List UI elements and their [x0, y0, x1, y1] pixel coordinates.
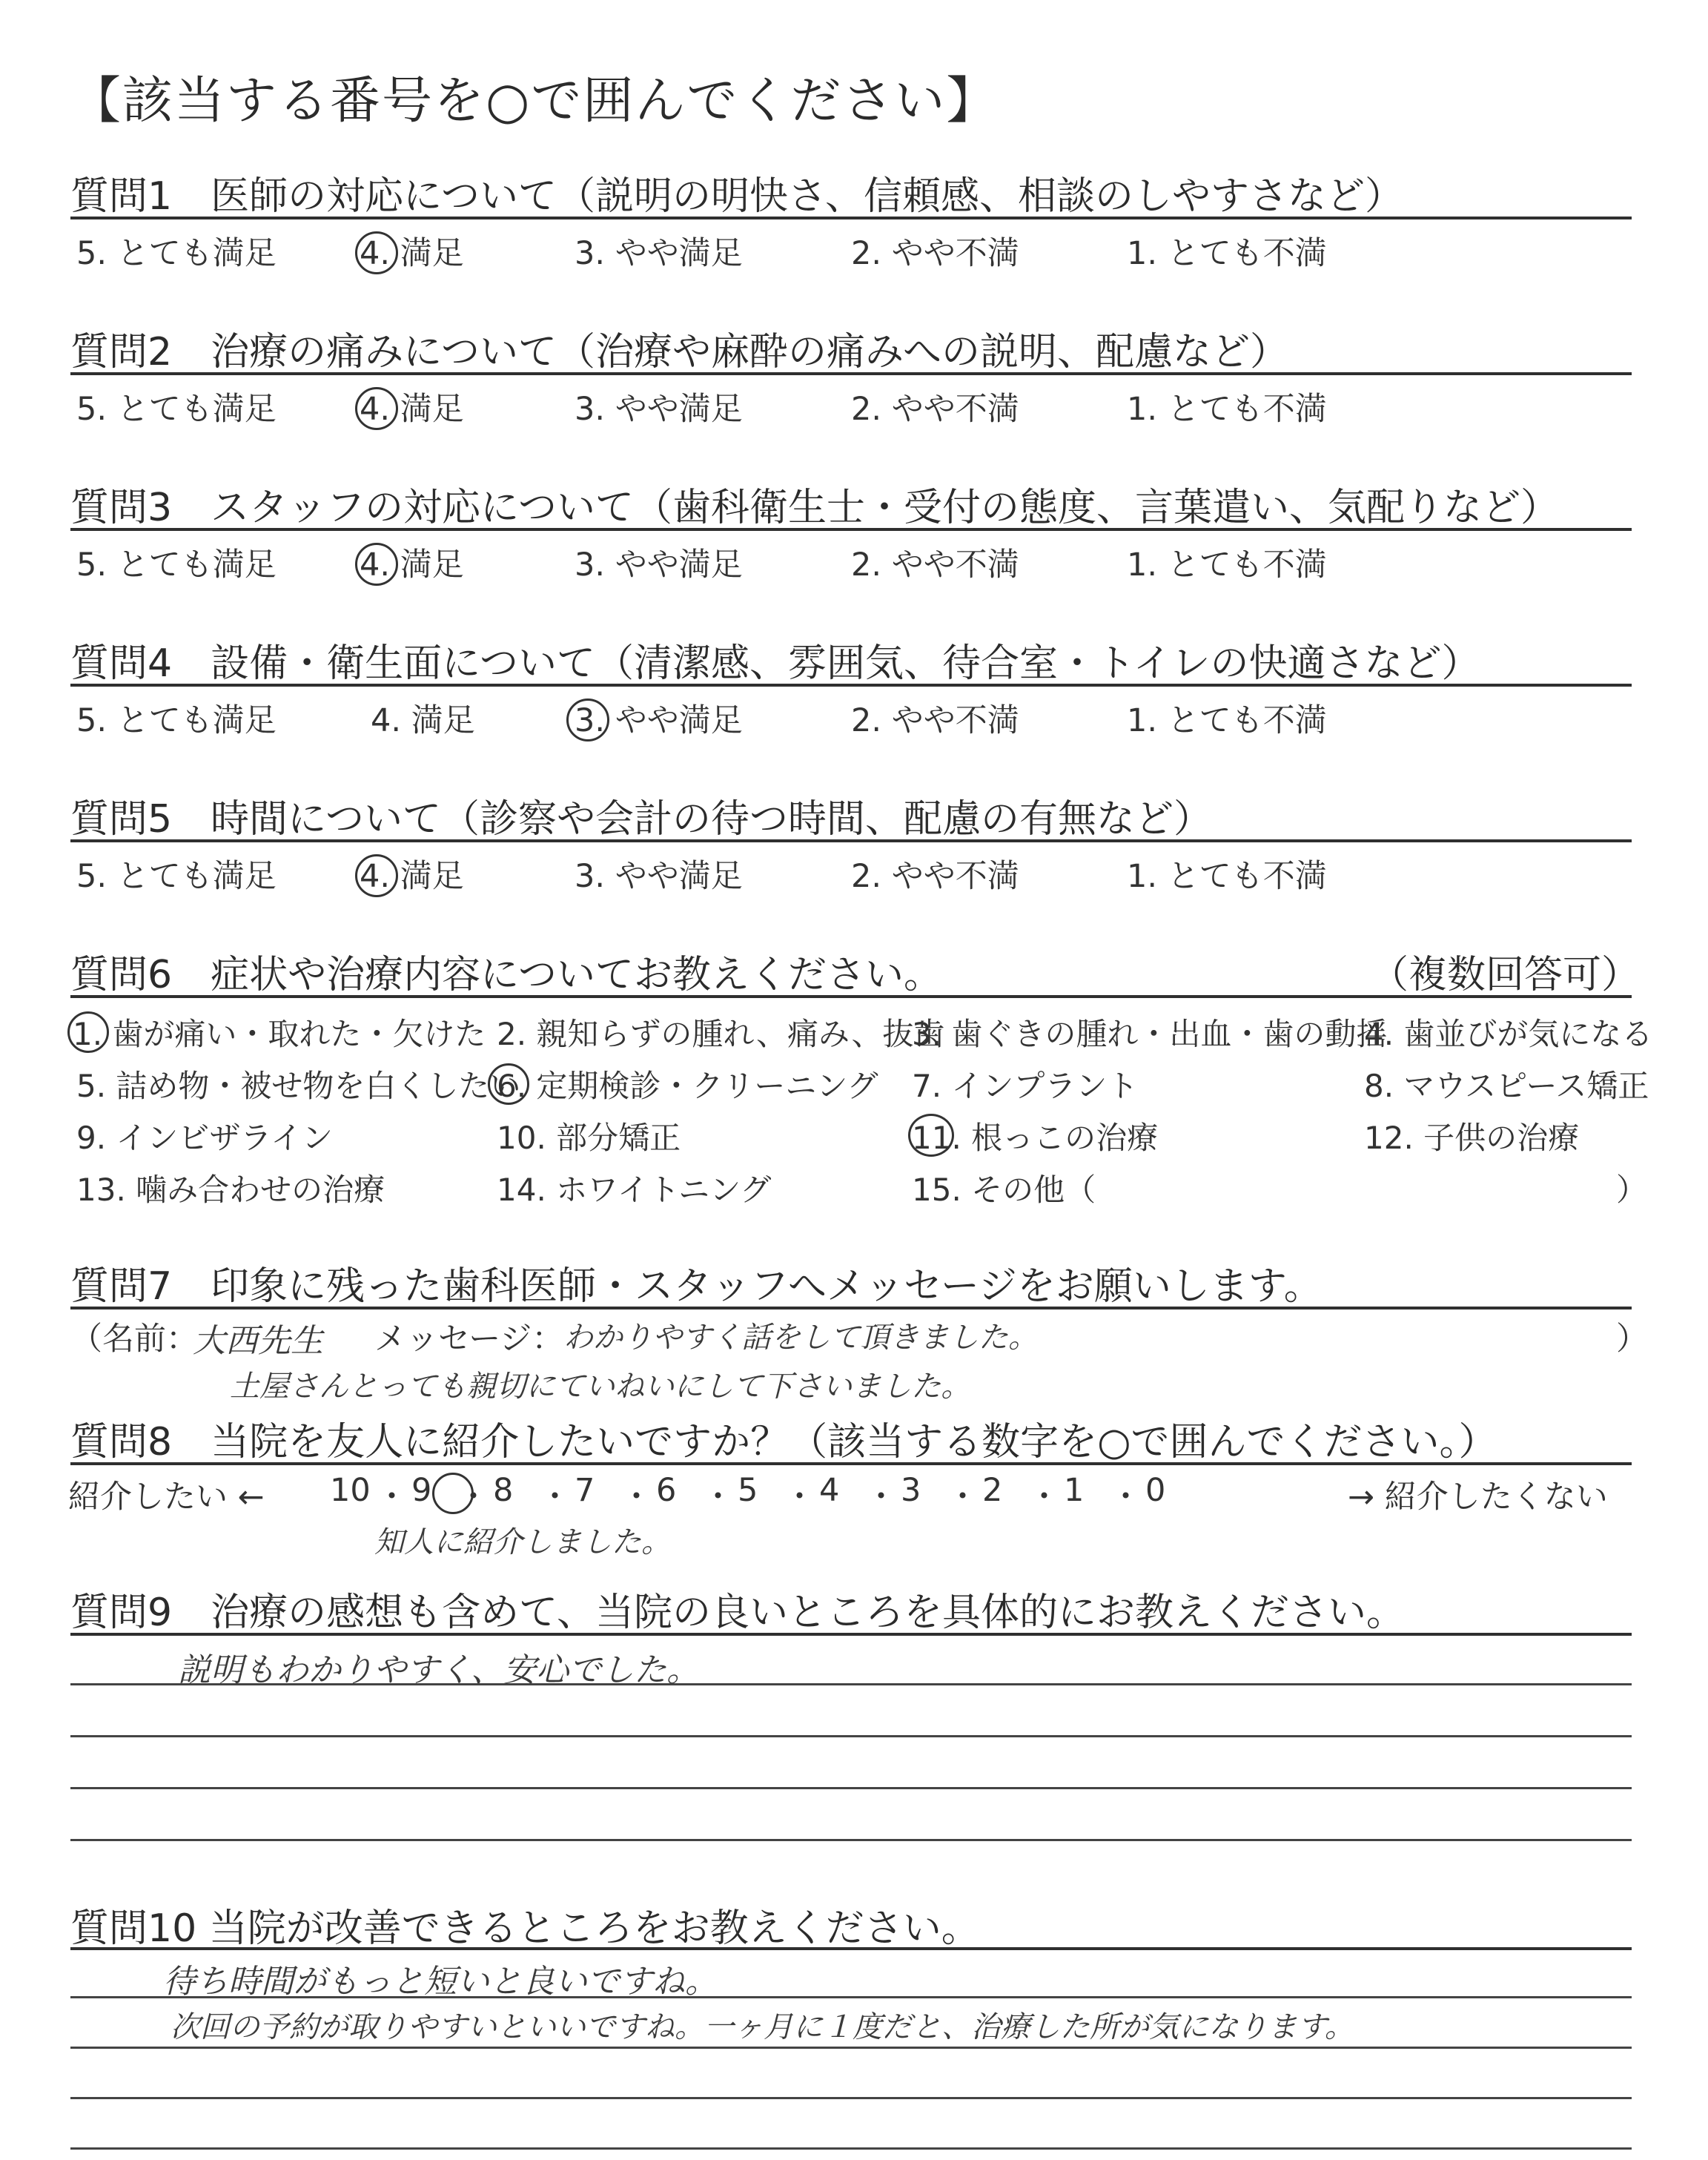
q1-selection-circle [355, 231, 398, 274]
q4-option-5[interactable]: 5. とても満足 [76, 702, 277, 739]
q8-scale-separator: ・ [947, 1479, 979, 1516]
q8-scale-7[interactable]: 7 [575, 1472, 595, 1509]
q6-item-13[interactable]: 13. 噛み合わせの治療 [76, 1172, 385, 1208]
q8-scale-separator: ・ [457, 1479, 489, 1516]
q6-item-10[interactable]: 10. 部分矯正 [497, 1120, 681, 1156]
q10-answer-line1[interactable]: 待ち時間がもっと短いと良いですね。 [163, 1963, 718, 2001]
question-5-label: 質問5 時間について（診察や会計の待つ時間、配慮の有無など） [70, 797, 1213, 842]
divider [70, 1633, 1632, 1636]
answer-line [70, 1683, 1632, 1685]
answer-line [70, 1735, 1632, 1737]
q3-option-5[interactable]: 5. とても満足 [76, 546, 277, 584]
divider [70, 1947, 1632, 1950]
q6-item-11[interactable]: 11. 根っこの治療 [912, 1120, 1159, 1156]
q5-option-5[interactable]: 5. とても満足 [76, 858, 277, 895]
q6-item-7[interactable]: 7. インプラント [912, 1068, 1139, 1104]
q8-scale-separator: ・ [865, 1479, 897, 1516]
answer-line [70, 1839, 1632, 1841]
q7-name-label: （名前： [70, 1321, 198, 1358]
q8-scale-separator: ・ [376, 1479, 408, 1516]
q8-left-label: 紹介したい ← [68, 1479, 265, 1516]
form-title: 【該当する番号を○で囲んでください】 [70, 72, 999, 131]
q5-selection-circle [355, 854, 398, 897]
q7-message-line1[interactable]: わかりやすく話をして頂きました。 [563, 1321, 1038, 1355]
q2-option-4[interactable]: 4. 満足 [360, 391, 464, 428]
q4-option-3[interactable]: 3. やや満足 [575, 702, 743, 739]
question-4-label: 質問4 設備・衛生面について（清潔感、雰囲気、待合室・トイレの快適さなど） [70, 641, 1480, 686]
q2-option-3[interactable]: 3. やや満足 [575, 391, 743, 428]
question-2-label: 質問2 治療の痛みについて（治療や麻酔の痛みへの説明、配慮など） [70, 330, 1289, 374]
q6-item-9[interactable]: 9. インビザライン [76, 1120, 334, 1156]
divider [70, 372, 1632, 375]
q7-message-line2[interactable]: 土屋さんとっても親切にていねいにして下さいました。 [230, 1370, 971, 1404]
q7-name-value[interactable]: 大西先生 [193, 1322, 323, 1360]
q3-option-3[interactable]: 3. やや満足 [575, 546, 743, 584]
q1-option-5[interactable]: 5. とても満足 [76, 235, 277, 272]
q8-selection-circle [432, 1473, 474, 1514]
q1-option-3[interactable]: 3. やや満足 [575, 235, 743, 272]
q4-option-1[interactable]: 1. とても不満 [1127, 702, 1327, 739]
divider [70, 839, 1632, 842]
q3-option-2[interactable]: 2. やや不満 [851, 546, 1019, 584]
q2-option-1[interactable]: 1. とても不満 [1127, 391, 1327, 428]
divider [70, 684, 1632, 687]
q8-scale-0[interactable]: 0 [1145, 1472, 1166, 1509]
q9-answer[interactable]: 説明もわかりやすく、安心でした。 [178, 1651, 700, 1689]
divider [70, 1462, 1632, 1465]
q4-option-4[interactable]: 4. 満足 [371, 702, 475, 739]
q8-handwritten-note[interactable]: 知人に紹介しました。 [374, 1525, 671, 1559]
q7-message-label: メッセージ： [374, 1321, 564, 1358]
q8-scale-6[interactable]: 6 [656, 1472, 677, 1509]
q6-item-12[interactable]: 12. 子供の治療 [1364, 1120, 1580, 1156]
divider [70, 1307, 1632, 1309]
divider [70, 995, 1632, 998]
q2-selection-circle [355, 387, 398, 430]
q2-option-5[interactable]: 5. とても満足 [76, 391, 277, 428]
answer-line [70, 1787, 1632, 1789]
q7-close-paren: ） [1616, 1321, 1648, 1358]
q5-option-1[interactable]: 1. とても不満 [1127, 858, 1327, 895]
q3-option-1[interactable]: 1. とても不満 [1127, 546, 1327, 584]
q5-option-4[interactable]: 4. 満足 [360, 858, 464, 895]
q8-scale-1[interactable]: 1 [1064, 1472, 1085, 1509]
answer-line [70, 1996, 1632, 1998]
q10-answer-line2[interactable]: 次回の予約が取りやすいといいですね。一ヶ月に１度だと、治療した所が気になります。 [171, 2010, 1354, 2044]
q8-scale-separator: ・ [620, 1479, 652, 1516]
q1-option-2[interactable]: 2. やや不満 [851, 235, 1019, 272]
q1-option-4[interactable]: 4. 満足 [360, 235, 464, 272]
answer-line [70, 2147, 1632, 2150]
question-3-label: 質問3 スタッフの対応について（歯科衛生士・受付の態度、言葉遣い、気配りなど） [70, 486, 1560, 530]
question-8-label: 質問8 当院を友人に紹介したいですか？（該当する数字を○で囲んでください。） [70, 1420, 1497, 1464]
q6-item-8[interactable]: 8. マウスピース矯正 [1364, 1068, 1649, 1104]
q8-scale-separator: ・ [539, 1479, 571, 1516]
q8-scale-9[interactable]: 9 [411, 1472, 432, 1509]
question-1-label: 質問1 医師の対応について（説明の明快さ、信頼感、相談のしやすさなど） [70, 174, 1403, 219]
q8-right-label: → 紹介したくない [1348, 1479, 1608, 1516]
answer-line [70, 2097, 1632, 2099]
q8-scale-separator: ・ [702, 1479, 734, 1516]
q8-scale-separator: ・ [784, 1479, 815, 1516]
q6-item-5[interactable]: 5. 詰め物・被せ物を白くしたい [76, 1068, 521, 1104]
q8-scale-8[interactable]: 8 [493, 1472, 514, 1509]
q6-selection-circle-6 [488, 1063, 529, 1105]
question-7-label: 質問7 印象に残った歯科医師・スタッフへメッセージをお願いします。 [70, 1264, 1323, 1309]
q8-scale-2[interactable]: 2 [982, 1472, 1003, 1509]
q2-option-2[interactable]: 2. やや不満 [851, 391, 1019, 428]
q8-scale-separator: ・ [1110, 1479, 1142, 1516]
q4-selection-circle [566, 698, 609, 742]
q5-option-2[interactable]: 2. やや不満 [851, 858, 1019, 895]
divider [70, 528, 1632, 531]
q6-item-6[interactable]: 6. 定期検診・クリーニング [497, 1068, 878, 1104]
answer-line [70, 2047, 1632, 2049]
divider [70, 217, 1632, 219]
q6-item-14[interactable]: 14. ホワイトニング [497, 1172, 772, 1208]
q6-item-2[interactable]: 2. 親知らずの腫れ、痛み、抜歯 [497, 1016, 945, 1052]
q8-scale-separator: ・ [1028, 1479, 1060, 1516]
question-6-label: 質問6 症状や治療内容についてお教えください。 [70, 953, 943, 997]
question-6-note: （複数回答可） [1370, 953, 1641, 997]
q3-selection-circle [355, 543, 398, 586]
q8-scale-5[interactable]: 5 [738, 1472, 758, 1509]
q6-item-1[interactable]: 1. 歯が痛い・取れた・欠けた [73, 1016, 486, 1052]
q4-option-2[interactable]: 2. やや不満 [851, 702, 1019, 739]
q6-item-4[interactable]: 4. 歯並びが気になる [1364, 1016, 1653, 1052]
q6-item-15[interactable]: 15. その他（ [912, 1172, 1096, 1208]
q6-selection-circle-1 [67, 1011, 109, 1053]
q3-option-4[interactable]: 4. 満足 [360, 546, 464, 584]
q5-option-3[interactable]: 3. やや満足 [575, 858, 743, 895]
q6-item-3[interactable]: 3. 歯ぐきの腫れ・出血・歯の動揺 [912, 1016, 1388, 1052]
q8-scale-4[interactable]: 4 [819, 1472, 840, 1509]
q8-scale-3[interactable]: 3 [901, 1472, 921, 1509]
q6-item-15-close: ） [1616, 1172, 1648, 1208]
q1-option-1[interactable]: 1. とても不満 [1127, 235, 1327, 272]
question-10-label: 質問10 当院が改善できるところをお教えください。 [70, 1906, 980, 1951]
q6-selection-circle-11 [908, 1114, 954, 1157]
q8-scale-10[interactable]: 10 [330, 1472, 371, 1509]
question-9-label: 質問9 治療の感想も含めて、当院の良いところを具体的にお教えください。 [70, 1591, 1406, 1635]
